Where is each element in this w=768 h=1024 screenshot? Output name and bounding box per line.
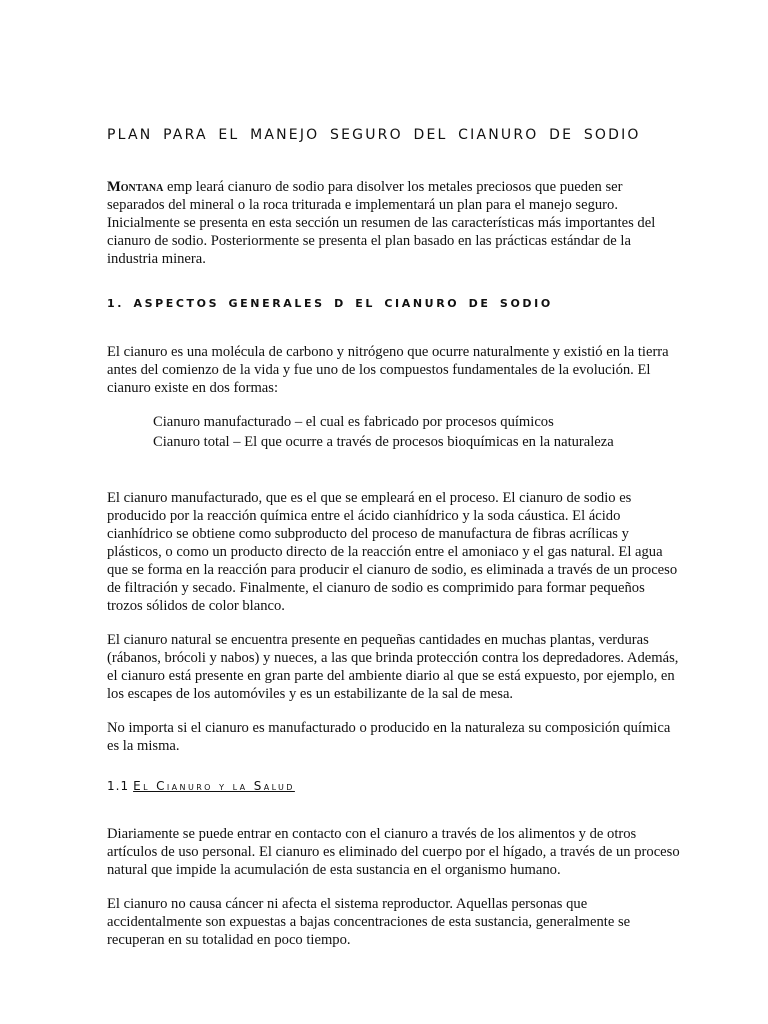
section-1-paragraph-3: El cianuro natural se encuentra presente en pequeñas cantidades en muchas plantas, verduras (rábanos, brócoli y nabos) y nueces, a las que brinda protección contra los depredadores. Además, el cianuro está presente en gran parte del ambiente diario al que se está expuesto, por ejemplo, en los escapes de los automóviles y es un estabilizante de la sal de mesa. xyxy=(107,632,679,702)
section-1-paragraph-2: El cianuro manufacturado, que es el que se empleará en el proceso. El cianuro de sodio es producido por la reacción química entre el ácido cianhídrico y la soda cáustica. El ácido cianhídrico se obtiene como subproducto del proceso de manufactura de fibras acrílicas y plásticos, o como un producto directo de la reacción entre el amoniaco y el gas natural. El agua que se forma en la reacción para producir el cianuro de sodio, es eliminada a través de un proceso de filtración y secado. Finalmente, el cianuro de sodio es comprimido para formar pequeños trozos sólidos de color blanco. xyxy=(107,490,678,614)
intro-text: emp leará cianuro de sodio para disolver los metales preciosos que pueden ser separados del mineral o la roca triturada e implementará un plan para el manejo seguro. Inicialmente se presenta en esta sección un resumen de las características más importantes del cianuro de sodio. Posteriormente se presenta el plan basado en las prácticas estándar de la industria minera. xyxy=(107,179,656,267)
intro-paragraph xyxy=(107,178,682,268)
list-item: Cianuro total – El que ocurre a través de procesos bioquímicas en la naturaleza xyxy=(153,434,614,450)
section-1-1-paragraph-2: El cianuro no causa cáncer ni afecta el sistema reproductor. Aquellas personas que accidentalmente son expuestas a bajas concentraciones de esta sustancia, generalmente se recuperan en su totalidad en poco tiempo. xyxy=(107,896,631,948)
section-1-1-heading xyxy=(107,779,295,793)
section-title: El Cianuro y la Salud xyxy=(133,779,295,793)
document-title: PLAN PARA EL MANEJO SEGURO DEL CIANURO DE SODIO xyxy=(107,127,641,143)
section-1-1-paragraph-1: Diariamente se puede entrar en contacto con el cianuro a través de los alimentos y de otros artículos de uso personal. El cianuro es eliminado del cuerpo por el hígado, a través de un proceso natural que impide la acumulación de esta sustancia en el organismo humano. xyxy=(107,826,680,878)
section-number: 1.1 xyxy=(107,779,130,793)
cyanide-forms-list xyxy=(153,412,614,452)
section-1-paragraph-1: El cianuro es una molécula de carbono y nitrógeno que ocurre naturalmente y existió en la tierra antes del comienzo de la vida y fue uno de los compuestos fundamentales de la evolución. El cianuro existe en dos formas: xyxy=(107,344,669,396)
company-name: Montana xyxy=(107,179,164,195)
section-1-paragraph-4: No importa si el cianuro es manufacturado o producido en la naturaleza su composición química es la misma. xyxy=(107,720,671,754)
section-1-heading: 1. ASPECTOS GENERALES D EL CIANURO DE SODIO xyxy=(107,297,553,310)
list-item: Cianuro manufacturado – el cual es fabricado por procesos químicos xyxy=(153,414,554,430)
